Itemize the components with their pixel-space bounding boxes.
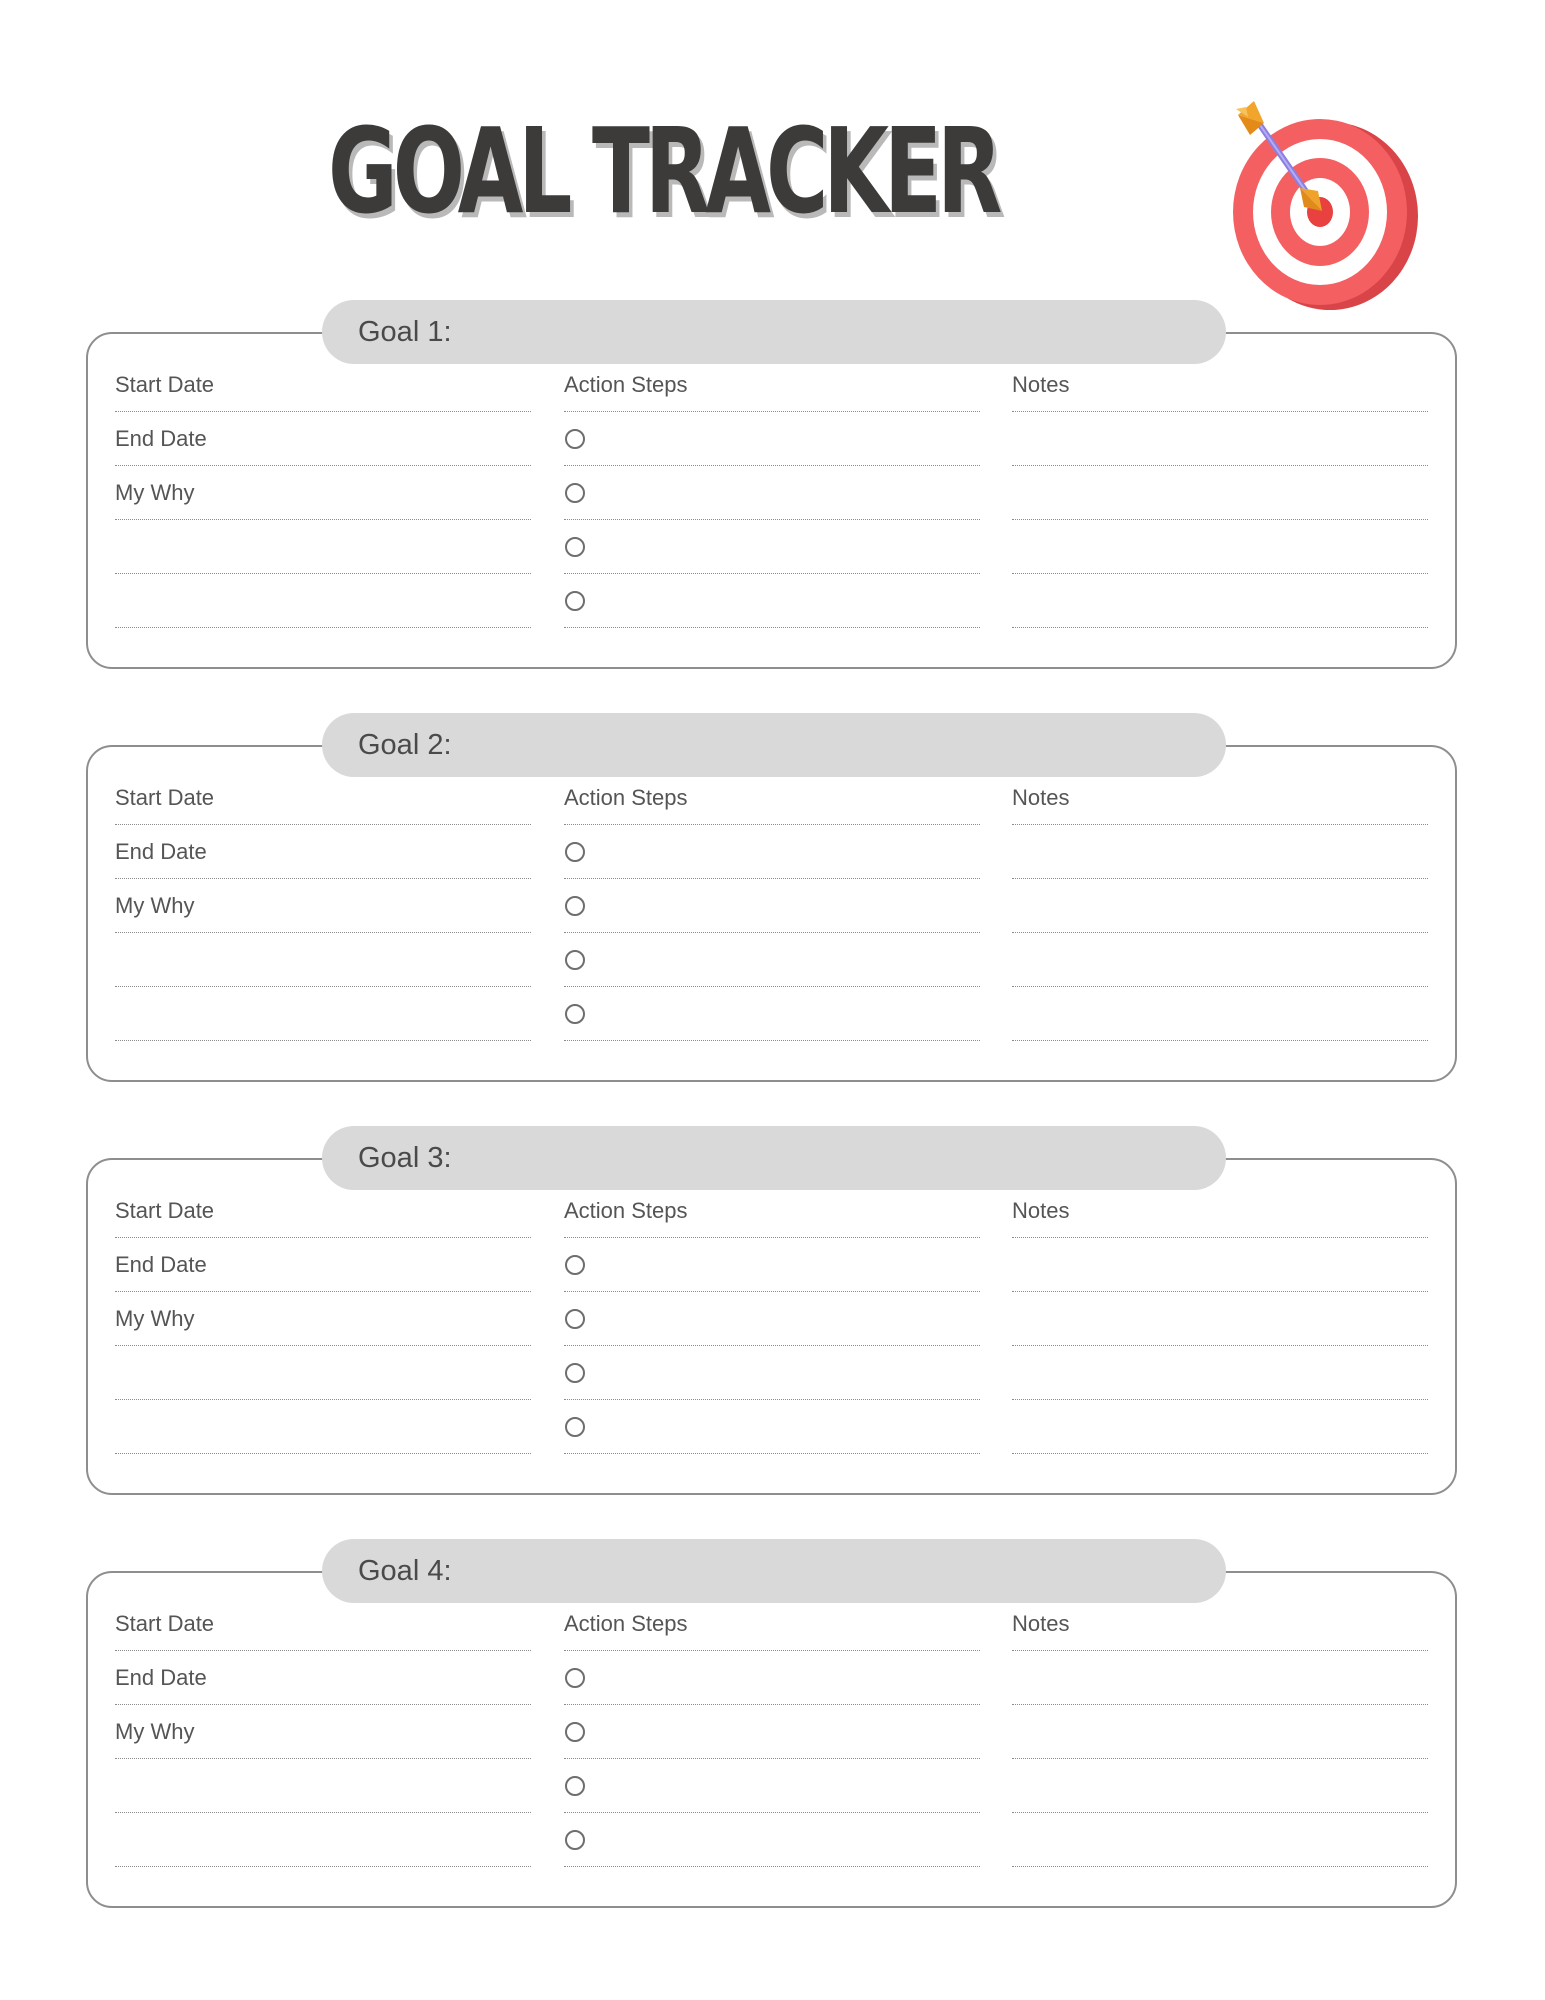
notes-label: Notes xyxy=(1012,371,1070,397)
circle-checkbox-icon[interactable] xyxy=(565,591,585,611)
my-why-line[interactable] xyxy=(115,1813,531,1867)
my-why-line[interactable] xyxy=(115,574,531,628)
my-why-line[interactable] xyxy=(115,1346,531,1400)
goal-info-column xyxy=(115,1184,531,1454)
action-step-row[interactable] xyxy=(564,1238,980,1292)
notes-line[interactable] xyxy=(1012,987,1428,1041)
circle-checkbox-icon[interactable] xyxy=(565,1776,585,1796)
action-step-row[interactable] xyxy=(564,466,980,520)
start-date-label: Start Date xyxy=(115,371,215,397)
goal-title: Goal 1: xyxy=(358,315,452,348)
notes-header xyxy=(1012,771,1428,825)
action-step-row[interactable] xyxy=(564,1759,980,1813)
end-date-field[interactable] xyxy=(115,412,531,466)
notes-column xyxy=(1012,358,1428,628)
circle-checkbox-icon[interactable] xyxy=(565,1417,585,1437)
start-date-field[interactable] xyxy=(115,358,531,412)
notes-line[interactable] xyxy=(1012,1651,1428,1705)
my-why-line[interactable] xyxy=(115,1400,531,1454)
start-date-field[interactable] xyxy=(115,771,531,825)
notes-label: Notes xyxy=(1012,1610,1070,1636)
notes-column xyxy=(1012,1597,1428,1867)
end-date-label: End Date xyxy=(115,1664,207,1690)
my-why-field[interactable] xyxy=(115,1705,531,1759)
notes-line[interactable] xyxy=(1012,1759,1428,1813)
goal-title-field[interactable] xyxy=(322,713,1226,777)
action-steps-column xyxy=(564,1597,980,1867)
action-steps-header xyxy=(564,771,980,825)
end-date-field[interactable] xyxy=(115,1651,531,1705)
start-date-field[interactable] xyxy=(115,1184,531,1238)
start-date-label: Start Date xyxy=(115,784,215,810)
goal-card-3 xyxy=(86,1141,1457,1495)
notes-header xyxy=(1012,1597,1428,1651)
my-why-line[interactable] xyxy=(115,520,531,574)
notes-column xyxy=(1012,771,1428,1041)
notes-label: Notes xyxy=(1012,1197,1070,1223)
my-why-line[interactable] xyxy=(115,933,531,987)
notes-line[interactable] xyxy=(1012,574,1428,628)
circle-checkbox-icon[interactable] xyxy=(565,429,585,449)
start-date-field[interactable] xyxy=(115,1597,531,1651)
end-date-field[interactable] xyxy=(115,1238,531,1292)
circle-checkbox-icon[interactable] xyxy=(565,537,585,557)
notes-line[interactable] xyxy=(1012,825,1428,879)
action-steps-header xyxy=(564,1184,980,1238)
action-step-row[interactable] xyxy=(564,1651,980,1705)
circle-checkbox-icon[interactable] xyxy=(565,1830,585,1850)
action-steps-label: Action Steps xyxy=(564,371,688,397)
my-why-field[interactable] xyxy=(115,466,531,520)
action-steps-column xyxy=(564,1184,980,1454)
page-title: GOAL TRACKER xyxy=(328,102,998,240)
action-steps-column xyxy=(564,771,980,1041)
circle-checkbox-icon[interactable] xyxy=(565,896,585,916)
action-step-row[interactable] xyxy=(564,412,980,466)
action-step-row[interactable] xyxy=(564,1400,980,1454)
end-date-field[interactable] xyxy=(115,825,531,879)
notes-header xyxy=(1012,358,1428,412)
action-step-row[interactable] xyxy=(564,1813,980,1867)
notes-line[interactable] xyxy=(1012,1813,1428,1867)
action-step-row[interactable] xyxy=(564,825,980,879)
action-steps-label: Action Steps xyxy=(564,784,688,810)
my-why-label: My Why xyxy=(115,479,195,505)
target-with-arrow-icon xyxy=(1212,95,1427,320)
notes-line[interactable] xyxy=(1012,1238,1428,1292)
circle-checkbox-icon[interactable] xyxy=(565,1255,585,1275)
circle-checkbox-icon[interactable] xyxy=(565,1004,585,1024)
start-date-label: Start Date xyxy=(115,1197,215,1223)
end-date-label: End Date xyxy=(115,838,207,864)
goal-info-column xyxy=(115,1597,531,1867)
my-why-label: My Why xyxy=(115,892,195,918)
action-step-row[interactable] xyxy=(564,520,980,574)
circle-checkbox-icon[interactable] xyxy=(565,1668,585,1688)
notes-line[interactable] xyxy=(1012,466,1428,520)
notes-line[interactable] xyxy=(1012,1292,1428,1346)
my-why-label: My Why xyxy=(115,1305,195,1331)
end-date-label: End Date xyxy=(115,1251,207,1277)
notes-line[interactable] xyxy=(1012,1400,1428,1454)
notes-line[interactable] xyxy=(1012,879,1428,933)
circle-checkbox-icon[interactable] xyxy=(565,1363,585,1383)
circle-checkbox-icon[interactable] xyxy=(565,1309,585,1329)
action-step-row[interactable] xyxy=(564,1292,980,1346)
goal-card-4 xyxy=(86,1554,1457,1908)
notes-label: Notes xyxy=(1012,784,1070,810)
action-steps-header xyxy=(564,1597,980,1651)
my-why-field[interactable] xyxy=(115,879,531,933)
my-why-field[interactable] xyxy=(115,1292,531,1346)
start-date-label: Start Date xyxy=(115,1610,215,1636)
notes-line[interactable] xyxy=(1012,1705,1428,1759)
goal-card-2 xyxy=(86,728,1457,1082)
action-steps-column xyxy=(564,358,980,628)
my-why-line[interactable] xyxy=(115,1759,531,1813)
goal-title: Goal 3: xyxy=(358,1141,452,1174)
circle-checkbox-icon[interactable] xyxy=(565,842,585,862)
notes-header xyxy=(1012,1184,1428,1238)
action-steps-header xyxy=(564,358,980,412)
goal-info-column xyxy=(115,771,531,1041)
goal-card-1 xyxy=(86,315,1457,669)
notes-line[interactable] xyxy=(1012,520,1428,574)
action-step-row[interactable] xyxy=(564,987,980,1041)
goal-title: Goal 4: xyxy=(358,1554,452,1587)
notes-line[interactable] xyxy=(1012,933,1428,987)
notes-column xyxy=(1012,1184,1428,1454)
circle-checkbox-icon[interactable] xyxy=(565,950,585,970)
circle-checkbox-icon[interactable] xyxy=(565,1722,585,1742)
goal-title-field[interactable] xyxy=(322,1126,1226,1190)
goal-title-field[interactable] xyxy=(322,300,1226,364)
my-why-label: My Why xyxy=(115,1718,195,1744)
end-date-label: End Date xyxy=(115,425,207,451)
goal-info-column xyxy=(115,358,531,628)
action-step-row[interactable] xyxy=(564,574,980,628)
goal-title-field[interactable] xyxy=(322,1539,1226,1603)
notes-line[interactable] xyxy=(1012,412,1428,466)
my-why-line[interactable] xyxy=(115,987,531,1041)
action-steps-label: Action Steps xyxy=(564,1610,688,1636)
action-step-row[interactable] xyxy=(564,1705,980,1759)
action-step-row[interactable] xyxy=(564,1346,980,1400)
notes-line[interactable] xyxy=(1012,1346,1428,1400)
action-step-row[interactable] xyxy=(564,879,980,933)
action-step-row[interactable] xyxy=(564,933,980,987)
goal-title: Goal 2: xyxy=(358,728,452,761)
circle-checkbox-icon[interactable] xyxy=(565,483,585,503)
action-steps-label: Action Steps xyxy=(564,1197,688,1223)
